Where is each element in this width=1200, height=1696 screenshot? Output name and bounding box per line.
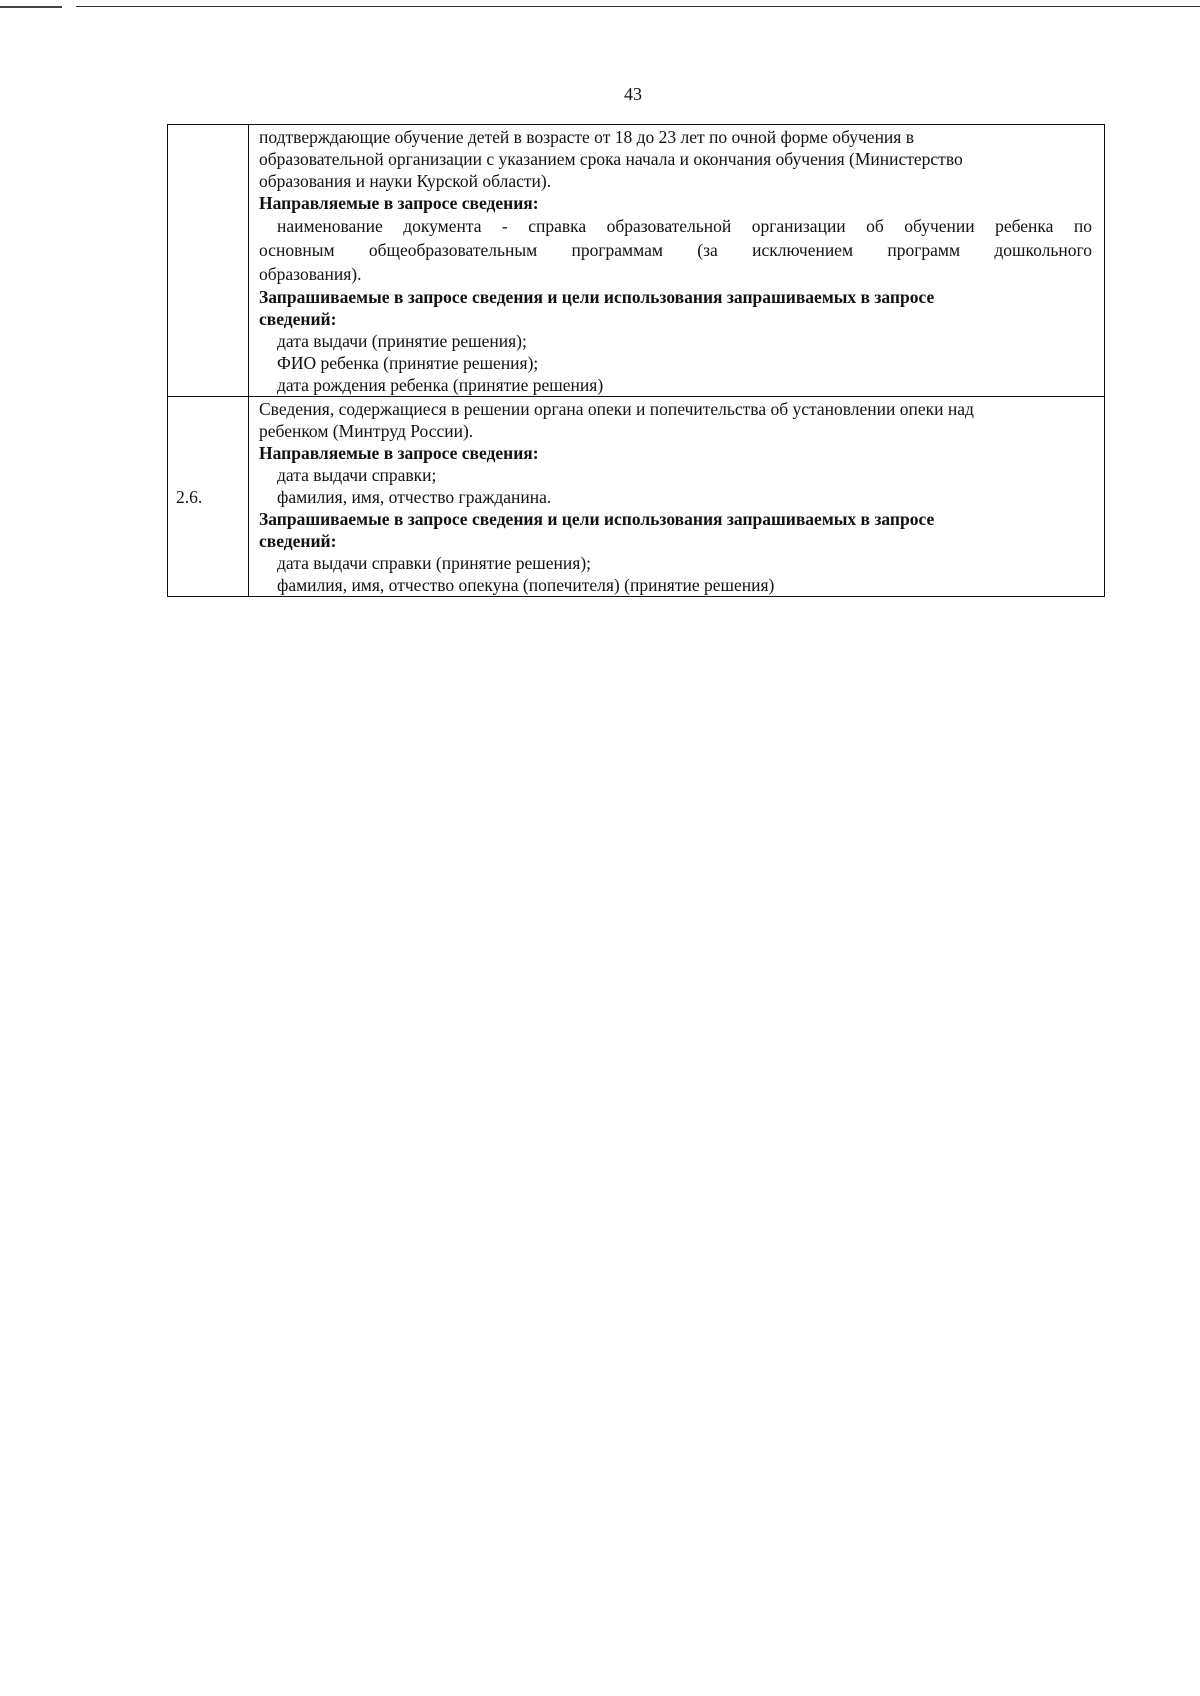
requested-data-line: фамилия, имя, отчество опекуна (попечителя) (принятие решения): [277, 575, 775, 595]
sent-data-heading: Направляемые в запросе сведения:: [259, 443, 539, 463]
scan-edge-line-left: [0, 6, 62, 8]
table-row: [168, 397, 1105, 597]
row-number-cell: [168, 125, 249, 397]
sent-data-line: основным общеобразовательным программам (за исключением программ дошкольного: [259, 240, 1092, 260]
description-line: подтверждающие обучение детей в возрасте от 18 до 23 лет по очной форме обучения в: [259, 127, 914, 147]
requirements-table: [167, 124, 1105, 597]
description-line: ребенком (Минтруд России).: [259, 421, 474, 441]
page-number: 43: [624, 84, 642, 104]
description-line: образования и науки Курской области).: [259, 171, 552, 191]
sent-data-line: образования).: [259, 264, 362, 284]
description-line: Сведения, содержащиеся в решении органа опеки и попечительства об установлении опеки над: [259, 399, 974, 419]
description-line: образовательной организации с указанием срока начала и окончания обучения (Министерство: [259, 149, 963, 169]
requested-data-heading-continued: сведений:: [259, 531, 337, 551]
requested-data-line: ФИО ребенка (принятие решения);: [277, 353, 539, 373]
requested-data-line: дата выдачи (принятие решения);: [277, 331, 527, 351]
requested-data-heading: Запрашиваемые в запросе сведения и цели использования запрашиваемых в запросе: [259, 287, 935, 307]
row-content-cell: [249, 125, 1105, 397]
table-row: [168, 125, 1105, 397]
requested-data-line: дата выдачи справки (принятие решения);: [277, 553, 592, 573]
sent-data-heading: Направляемые в запросе сведения:: [259, 193, 539, 213]
sent-data-line: фамилия, имя, отчество гражданина.: [277, 487, 552, 507]
scan-edge-line-right: [76, 6, 1200, 7]
row-number-cell: 2.6.: [168, 397, 249, 597]
requested-data-line: дата рождения ребенка (принятие решения): [277, 375, 604, 395]
requested-data-heading: Запрашиваемые в запросе сведения и цели использования запрашиваемых в запросе: [259, 509, 935, 529]
sent-data-line: дата выдачи справки;: [277, 465, 437, 485]
sent-data-line: наименование документа - справка образовательной организации об обучении ребенка по: [277, 216, 1092, 236]
row-content-cell: [249, 397, 1105, 597]
requested-data-heading-continued: сведений:: [259, 309, 337, 329]
